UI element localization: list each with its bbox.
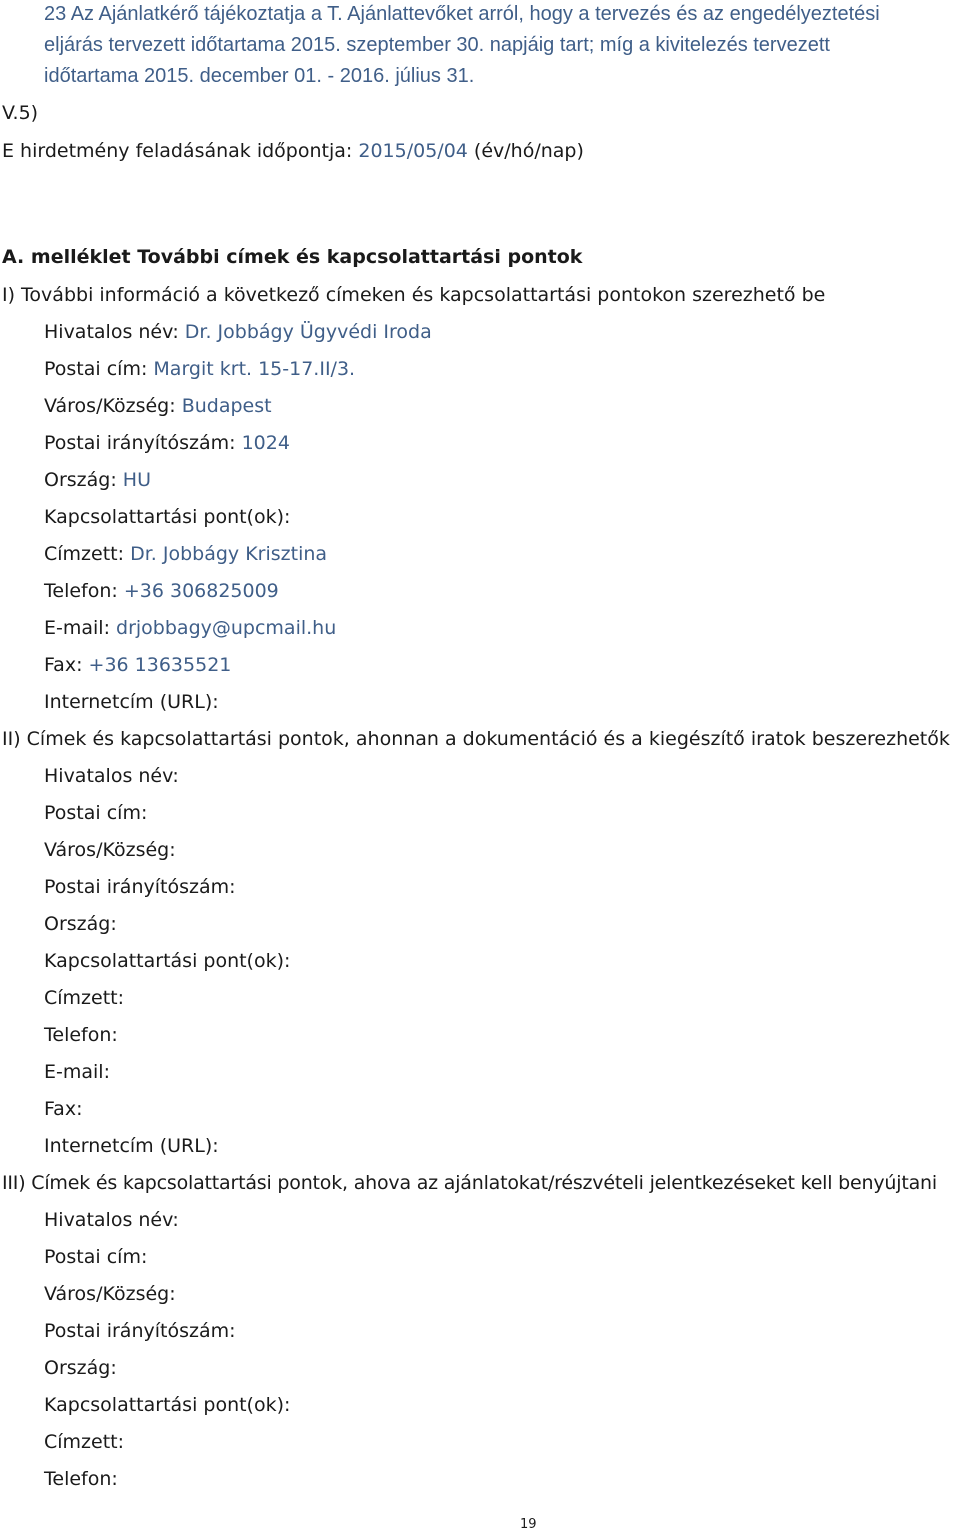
s2-phone-label: Telefon: [44, 1024, 118, 1046]
s1-fax-value: +36 13635521 [88, 654, 232, 676]
s1-contact-points-label: Kapcsolattartási pont(ok): [44, 506, 291, 528]
s1-phone-row [44, 579, 279, 603]
s1-fax-row [44, 653, 231, 677]
s2-addressee-label: Címzett: [44, 987, 125, 1009]
s2-postal-address-label: Postai cím: [44, 802, 148, 824]
s1-city-label: Város/Község: [44, 395, 176, 417]
intro-line-1: 23 Az Ajánlatkérő tájékoztatja a T. Ajánlattevőket arról, hogy a tervezés és az engedélyeztetési [44, 3, 880, 25]
s1-country-value: HU [122, 469, 151, 491]
s3-city-label: Város/Község: [44, 1283, 176, 1305]
section-3-heading: III) Címek és kapcsolattartási pontok, ahova az ajánlatokat/részvételi jelentkezéseket kell benyújtani [2, 1172, 937, 1194]
s1-phone-label: Telefon: [44, 580, 118, 602]
s1-postal-code-label: Postai irányítószám: [44, 432, 236, 454]
s1-postal-code-value: 1024 [241, 432, 290, 454]
s1-postal-address-value: Margit krt. 15-17.II/3. [153, 358, 356, 380]
section-1-heading: I) További információ a következő címeken és kapcsolattartási pontokon szerezhető be [2, 284, 826, 306]
s1-url-label: Internetcím (URL): [44, 691, 219, 713]
s3-phone-label: Telefon: [44, 1468, 118, 1490]
s3-postal-address-label: Postai cím: [44, 1246, 148, 1268]
publication-date-label: E hirdetmény feladásának időpontja: [2, 140, 353, 162]
s1-postal-address-row [44, 357, 355, 381]
s2-url-label: Internetcím (URL): [44, 1135, 219, 1157]
s1-postal-address-label: Postai cím: [44, 358, 148, 380]
s2-city-label: Város/Község: [44, 839, 176, 861]
publication-date-line [2, 139, 584, 163]
publication-date-value: 2015/05/04 [358, 140, 468, 162]
s1-addressee-row [44, 542, 327, 566]
s2-contact-points-label: Kapcsolattartási pont(ok): [44, 950, 291, 972]
s2-official-name-label: Hivatalos név: [44, 765, 179, 787]
s3-country-label: Ország: [44, 1357, 117, 1379]
s2-country-label: Ország: [44, 913, 117, 935]
s1-country-label: Ország: [44, 469, 117, 491]
annex-title: A. melléklet További címek és kapcsolattartási pontok [2, 246, 583, 268]
s1-phone-value: +36 306825009 [123, 580, 279, 602]
s1-official-name-value: Dr. Jobbágy Ügyvédi Iroda [184, 321, 432, 343]
s1-postal-code-row [44, 431, 290, 455]
section-number-v5: V.5) [2, 102, 39, 124]
s3-addressee-label: Címzett: [44, 1431, 125, 1453]
s1-fax-label: Fax: [44, 654, 83, 676]
s1-addressee-value: Dr. Jobbágy Krisztina [130, 543, 328, 565]
s1-official-name-label: Hivatalos név: [44, 321, 179, 343]
s3-contact-points-label: Kapcsolattartási pont(ok): [44, 1394, 291, 1416]
s1-city-value: Budapest [181, 395, 272, 417]
intro-line-3: időtartama 2015. december 01. - 2016. július 31. [44, 65, 475, 87]
s2-fax-label: Fax: [44, 1098, 83, 1120]
s2-postal-code-label: Postai irányítószám: [44, 876, 236, 898]
s3-official-name-label: Hivatalos név: [44, 1209, 179, 1231]
s1-official-name-row [44, 320, 432, 344]
s2-email-label: E-mail: [44, 1061, 110, 1083]
s1-email-row [44, 616, 336, 640]
s1-city-row [44, 394, 272, 418]
page-number: 19 [520, 1517, 537, 1532]
intro-line-2: eljárás tervezett időtartama 2015. szeptember 30. napjáig tart; míg a kivitelezés tervezett [44, 34, 830, 56]
s1-country-row [44, 468, 151, 492]
publication-date-format: (év/hó/nap) [473, 140, 584, 162]
section-2-heading: II) Címek és kapcsolattartási pontok, ahonnan a dokumentáció és a kiegészítő iratok beszerezhetők [2, 728, 950, 750]
s3-postal-code-label: Postai irányítószám: [44, 1320, 236, 1342]
s1-email-value[interactable]: drjobbagy@upcmail.hu [116, 617, 337, 639]
s1-email-label: E-mail: [44, 617, 110, 639]
s1-addressee-label: Címzett: [44, 543, 125, 565]
